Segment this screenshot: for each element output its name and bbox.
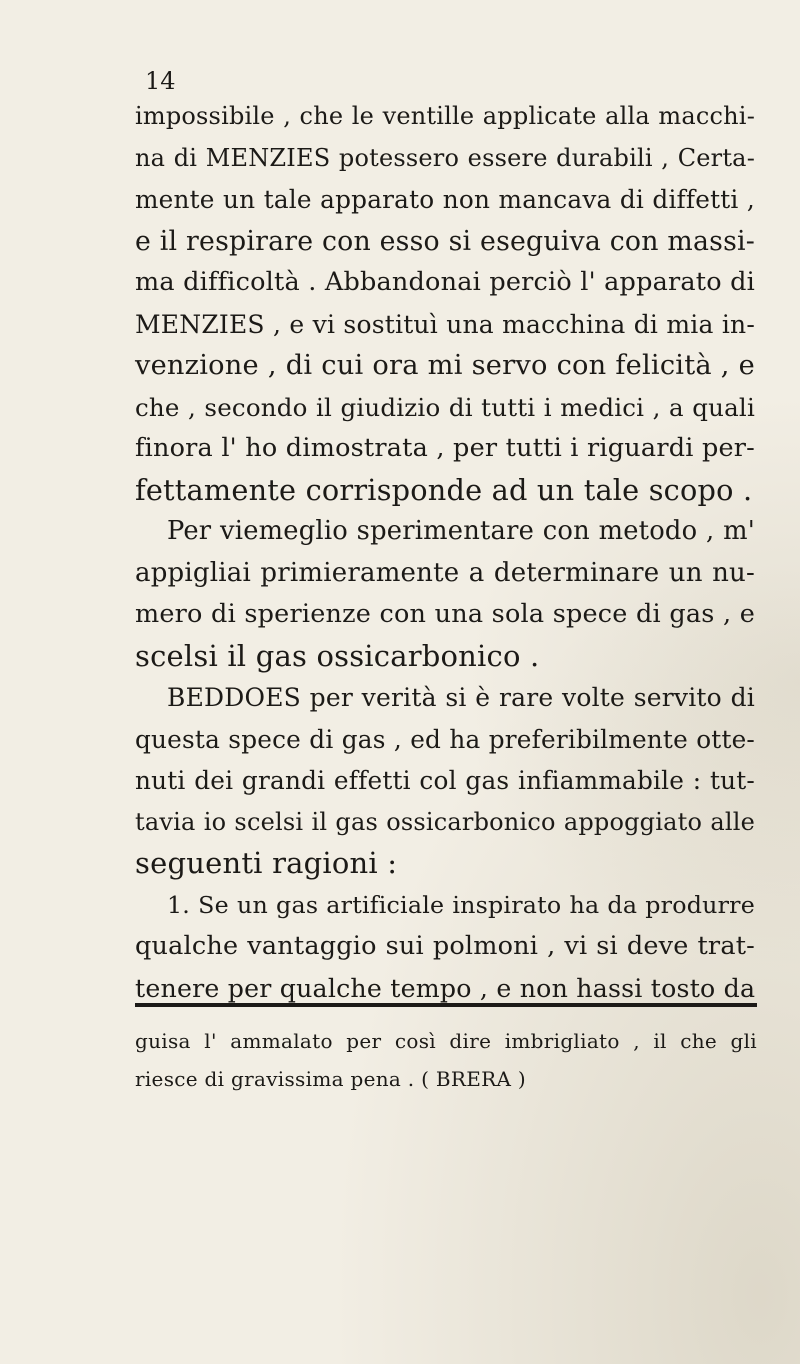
body-text xyxy=(135,96,755,1009)
text-line-12: appigliai primieramente a determinare un nu- xyxy=(135,557,755,588)
text-line-16: questa spece di gas , ed ha preferibilmente otte- xyxy=(135,724,755,754)
text-line-11: Per viemeglio sperimentare con metodo , m' xyxy=(167,516,755,546)
text-line-15: BEDDOES per verità si è rare volte servito di xyxy=(167,683,755,712)
text-line-17: nuti dei grandi effetti col gas infiammabile : tut- xyxy=(135,766,755,795)
text-line-22: tenere per qualche tempo , e non hassi tosto da xyxy=(135,973,756,1003)
text-line-9: finora l' ho dimostrata , per tutti i riguardi per- xyxy=(135,433,755,463)
text-line-19: seguenti ragioni : xyxy=(135,846,398,880)
page-number: 14 xyxy=(145,67,176,95)
text-line-7: venzione , di cui ora mi servo con felicità , e xyxy=(135,350,755,381)
text-line-21: qualche vantaggio sui polmoni , vi si deve trat- xyxy=(135,931,755,961)
text-line-20: 1. Se un gas artificiale inspirato ha da produrre xyxy=(167,890,755,919)
text-line-18: tavia io scelsi il gas ossicarbonico appoggiato alle xyxy=(135,807,755,836)
footnote-separator-rule xyxy=(135,1003,757,1007)
text-line-6: MENZIES , e vi sostituì una macchina di mia in- xyxy=(135,309,755,339)
text-line-3: mente un tale apparato non mancava di diffetti , xyxy=(135,185,755,214)
footnote-line-2: riesce di gravissima pena . ( BRERA ) xyxy=(135,1067,526,1091)
text-line-1: impossibile , che le ventille applicate alla macchi- xyxy=(135,102,755,130)
footnote xyxy=(135,1022,757,1098)
text-line-10: fettamente corrisponde ad un tale scopo . xyxy=(135,472,753,507)
text-line-14: scelsi il gas ossicarbonico . xyxy=(135,638,540,673)
text-line-8: che , secondo il giudizio di tutti i medici , a quali xyxy=(135,392,755,422)
text-line-2: na di MENZIES potessero essere durabili , Certa- xyxy=(135,143,755,172)
text-line-4: e il respirare con esso si eseguiva con massi- xyxy=(135,225,755,257)
text-line-5: ma difficoltà . Abbandonai perciò l' apparato di xyxy=(135,267,755,297)
text-line-13: mero di sperienze con una sola spece di gas , e xyxy=(135,599,755,629)
footnote-line-1: guisa l' ammalato per così dire imbrigliato , il che gli xyxy=(135,1029,757,1053)
